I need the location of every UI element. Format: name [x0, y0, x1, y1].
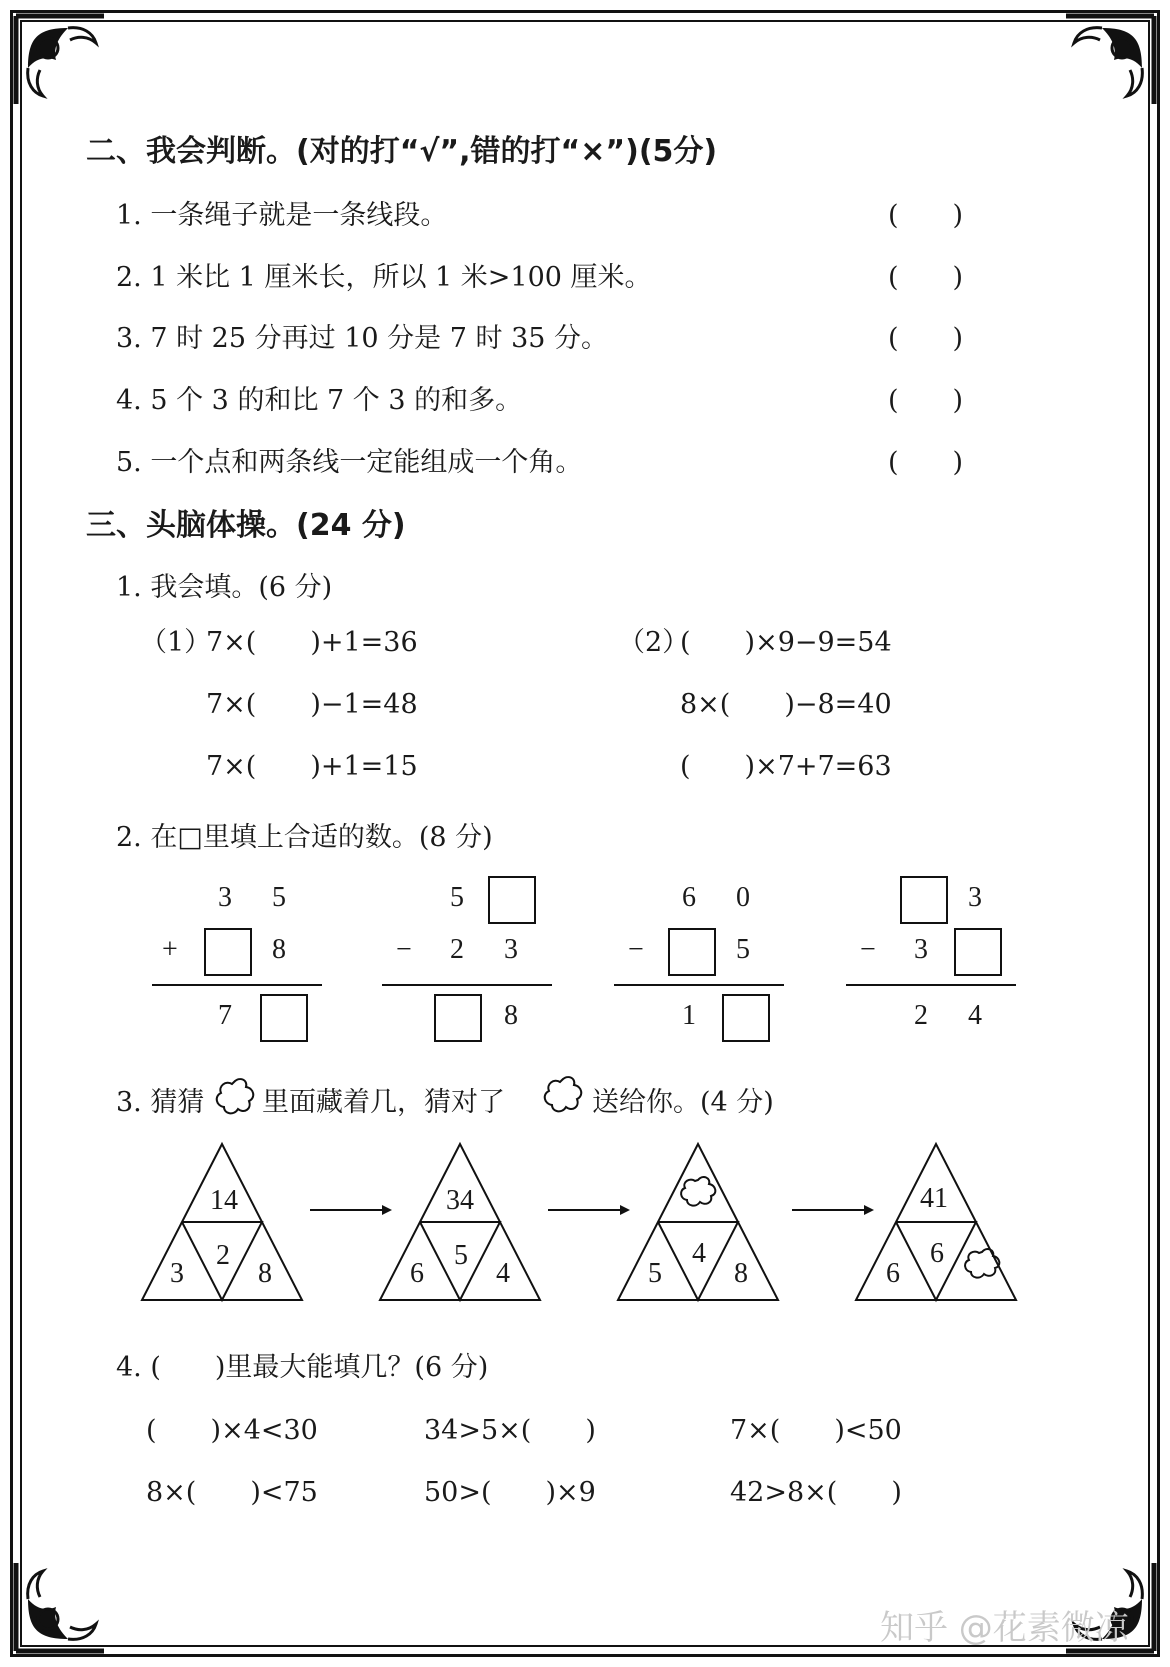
q3-title-part-c: 送给你。(4 分)	[592, 1087, 774, 1118]
flower-icon	[212, 1076, 256, 1116]
judge-answer-2[interactable]: ( )	[888, 262, 964, 293]
t1-center: 2	[216, 1240, 230, 1271]
q1-title: 1. 我会填。(6 分)	[116, 572, 333, 603]
judge-item-5: 5. 一个点和两条线一定能组成一个角。	[116, 447, 583, 478]
t2-top: 34	[446, 1185, 474, 1216]
t3-left: 5	[648, 1258, 662, 1289]
p1-rule	[152, 984, 322, 986]
flower-icon	[540, 1074, 584, 1114]
t2-right: 4	[496, 1258, 510, 1289]
q3-title-part-b: 里面藏着几，猜对了	[262, 1087, 505, 1118]
judge-item-3: 3. 7 时 25 分再过 10 分是 7 时 35 分。	[116, 323, 609, 354]
p3-top-ones: 0	[736, 882, 750, 913]
p4-mid-ones-box[interactable]	[954, 928, 1002, 976]
p2-mid-ones: 3	[504, 934, 518, 965]
p1-bot-ones-box[interactable]	[260, 994, 308, 1042]
p2-operator: −	[396, 934, 412, 965]
p1-operator: +	[162, 934, 178, 965]
q4-ineq-2[interactable]: 34>5×( )	[424, 1415, 596, 1446]
flower-icon	[681, 1177, 715, 1206]
q4-ineq-5[interactable]: 50>( )×9	[424, 1477, 596, 1508]
t1-left: 3	[170, 1258, 184, 1289]
q4-ineq-4[interactable]: 8×( )<75	[146, 1477, 318, 1508]
q2-title: 2. 在□里填上合适的数。(8 分)	[116, 822, 493, 853]
triangle-1	[142, 1144, 302, 1300]
judge-answer-5[interactable]: ( )	[888, 447, 964, 478]
p4-top-ones: 3	[968, 882, 982, 913]
p4-operator: −	[860, 934, 876, 965]
p1-mid-tens-box[interactable]	[204, 928, 252, 976]
p1-top-ones: 5	[272, 882, 286, 913]
q1-left-eq-2[interactable]: 7×( )−1=48	[206, 689, 418, 720]
p4-mid-tens: 3	[914, 934, 928, 965]
p1-top-tens: 3	[218, 882, 232, 913]
p2-mid-tens: 2	[450, 934, 464, 965]
p3-rule	[614, 984, 784, 986]
triangle-3	[618, 1144, 778, 1300]
p2-top-tens: 5	[450, 882, 464, 913]
flower-icon	[965, 1249, 999, 1278]
q4-ineq-1[interactable]: ( )×4<30	[146, 1415, 318, 1446]
arrow-icon	[548, 1205, 630, 1215]
p2-rule	[382, 984, 552, 986]
q1-right-eq-1[interactable]: ( )×9−9=54	[680, 627, 892, 658]
corner-ornament-bottom-left	[8, 1554, 113, 1659]
q3-title-part-a: 3. 猜猜	[116, 1087, 205, 1118]
q4-ineq-6[interactable]: 42>8×( )	[730, 1477, 902, 1508]
p3-mid-tens-box[interactable]	[668, 928, 716, 976]
t4-left: 6	[886, 1258, 900, 1289]
p4-bot-ones: 4	[968, 1000, 982, 1031]
t2-left: 6	[410, 1258, 424, 1289]
p3-bot-ones-box[interactable]	[722, 994, 770, 1042]
p3-top-tens: 6	[682, 882, 696, 913]
q1-right-eq-2[interactable]: 8×( )−8=40	[680, 689, 892, 720]
judge-answer-3[interactable]: ( )	[888, 323, 964, 354]
t1-right: 8	[258, 1258, 272, 1289]
triangle-puzzle-row	[130, 1140, 1090, 1310]
p3-operator: −	[628, 934, 644, 965]
corner-ornament-top-right	[1057, 8, 1162, 113]
t2-center: 5	[454, 1240, 468, 1271]
judge-item-1: 1. 一条绳子就是一条线段。	[116, 200, 448, 231]
judge-item-4: 4. 5 个 3 的和比 7 个 3 的和多。	[116, 385, 523, 416]
p2-bot-ones: 8	[504, 1000, 518, 1031]
q1-left-label: （1）	[140, 627, 212, 658]
t3-center: 4	[692, 1238, 706, 1269]
p4-bot-tens: 2	[914, 1000, 928, 1031]
judge-item-2: 2. 1 米比 1 厘米长，所以 1 米>100 厘米。	[116, 262, 652, 293]
p1-mid-ones: 8	[272, 934, 286, 965]
section2-title: 二、我会判断。(对的打“√”,错的打“×”)(5分)	[86, 134, 718, 169]
p2-bot-tens-box[interactable]	[434, 994, 482, 1042]
q4-title: 4. ( )里最大能填几？(6 分)	[116, 1352, 489, 1383]
judge-answer-1[interactable]: ( )	[888, 200, 964, 231]
p4-top-tens-box[interactable]	[900, 876, 948, 924]
p1-bot-tens: 7	[218, 1000, 232, 1031]
q1-right-label: （2）	[618, 627, 690, 658]
triangle-2	[380, 1144, 540, 1300]
t4-center: 6	[930, 1238, 944, 1269]
q1-left-eq-3[interactable]: 7×( )+1=15	[206, 751, 418, 782]
q4-ineq-3[interactable]: 7×( )<50	[730, 1415, 902, 1446]
t4-top: 41	[920, 1183, 948, 1214]
watermark: 知乎 @花素微凉	[880, 1608, 1129, 1648]
p3-bot-tens: 1	[682, 1000, 696, 1031]
q1-left-eq-1[interactable]: 7×( )+1=36	[206, 627, 418, 658]
arrow-icon	[310, 1205, 392, 1215]
arrow-icon	[792, 1205, 874, 1215]
t1-top: 14	[210, 1185, 238, 1216]
p2-top-ones-box[interactable]	[488, 876, 536, 924]
section3-title: 三、头脑体操。(24 分)	[86, 508, 406, 543]
q1-right-eq-3[interactable]: ( )×7+7=63	[680, 751, 892, 782]
corner-ornament-top-left	[8, 8, 113, 113]
p4-rule	[846, 984, 1016, 986]
t3-right: 8	[734, 1258, 748, 1289]
triangle-4	[856, 1144, 1016, 1300]
judge-answer-4[interactable]: ( )	[888, 385, 964, 416]
p3-mid-ones: 5	[736, 934, 750, 965]
